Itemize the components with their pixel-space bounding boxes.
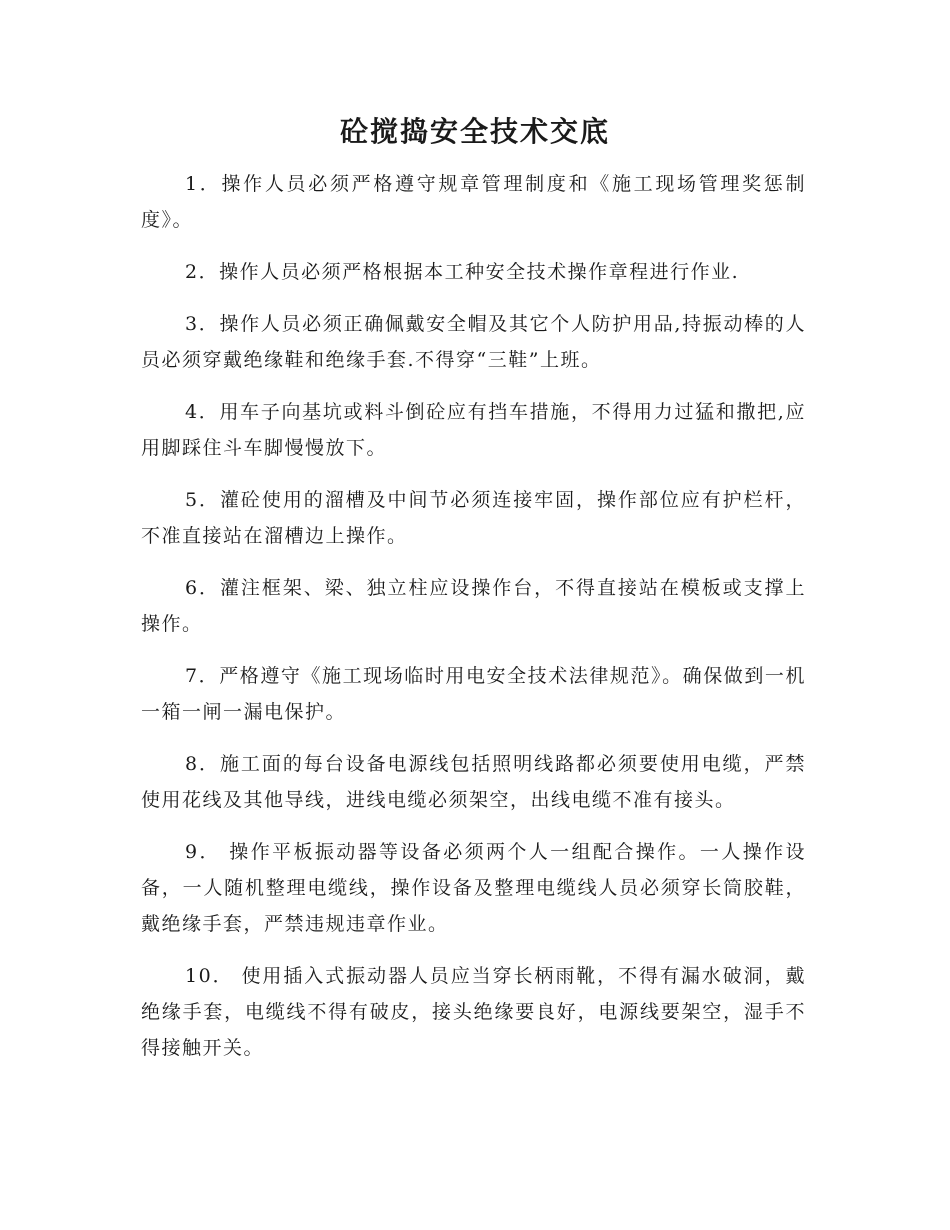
paragraph-7: 7．严格遵守《施工现场临时用电安全技术法律规范》。确保做到一机一箱一闸一漏电保护。 [141,665,806,723]
document-title: 砼搅捣安全技术交底 [339,115,610,148]
paragraph-3: 3．操作人员必须正确佩戴安全帽及其它个人防护用品,持振动棒的人员必须穿戴绝缘鞋和绝缘手套.不得穿“三鞋”上班。 [141,313,806,371]
paragraph-6: 6．灌注框架、梁、独立柱应设操作台，不得直接站在模板或支撑上操作。 [141,577,806,635]
paragraph-2: 2．操作人员必须严格根据本工种安全技术操作章程进行作业. [185,261,740,283]
paragraph-1: 1．操作人员必须严格遵守规章管理制度和《施工现场管理奖惩制度》。 [141,173,806,231]
paragraph-4: 4．用车子向基坑或料斗倒砼应有挡车措施，不得用力过猛和撒把,应用脚踩住斗车脚慢慢放下。 [141,401,806,459]
paragraph-8: 8．施工面的每台设备电源线包括照明线路都必须要使用电缆，严禁使用花线及其他导线，进线电缆必须架空，出线电缆不准有接头。 [141,753,806,811]
paragraph-10: 10． 使用插入式振动器人员应当穿长柄雨靴，不得有漏水破洞，戴绝缘手套，电缆线不得有破皮，接头绝缘要良好，电源线要架空，湿手不得接触开关。 [141,965,806,1059]
paragraph-5: 5．灌砼使用的溜槽及中间节必须连接牢固，操作部位应有护栏杆，不准直接站在溜槽边上操作。 [141,489,806,547]
paragraph-9: 9． 操作平板振动器等设备必须两个人一组配合操作。一人操作设备，一人随机整理电缆线，操作设备及整理电缆线人员必须穿长筒胶鞋，戴绝缘手套，严禁违规违章作业。 [141,841,806,935]
document-body [141,166,806,1082]
